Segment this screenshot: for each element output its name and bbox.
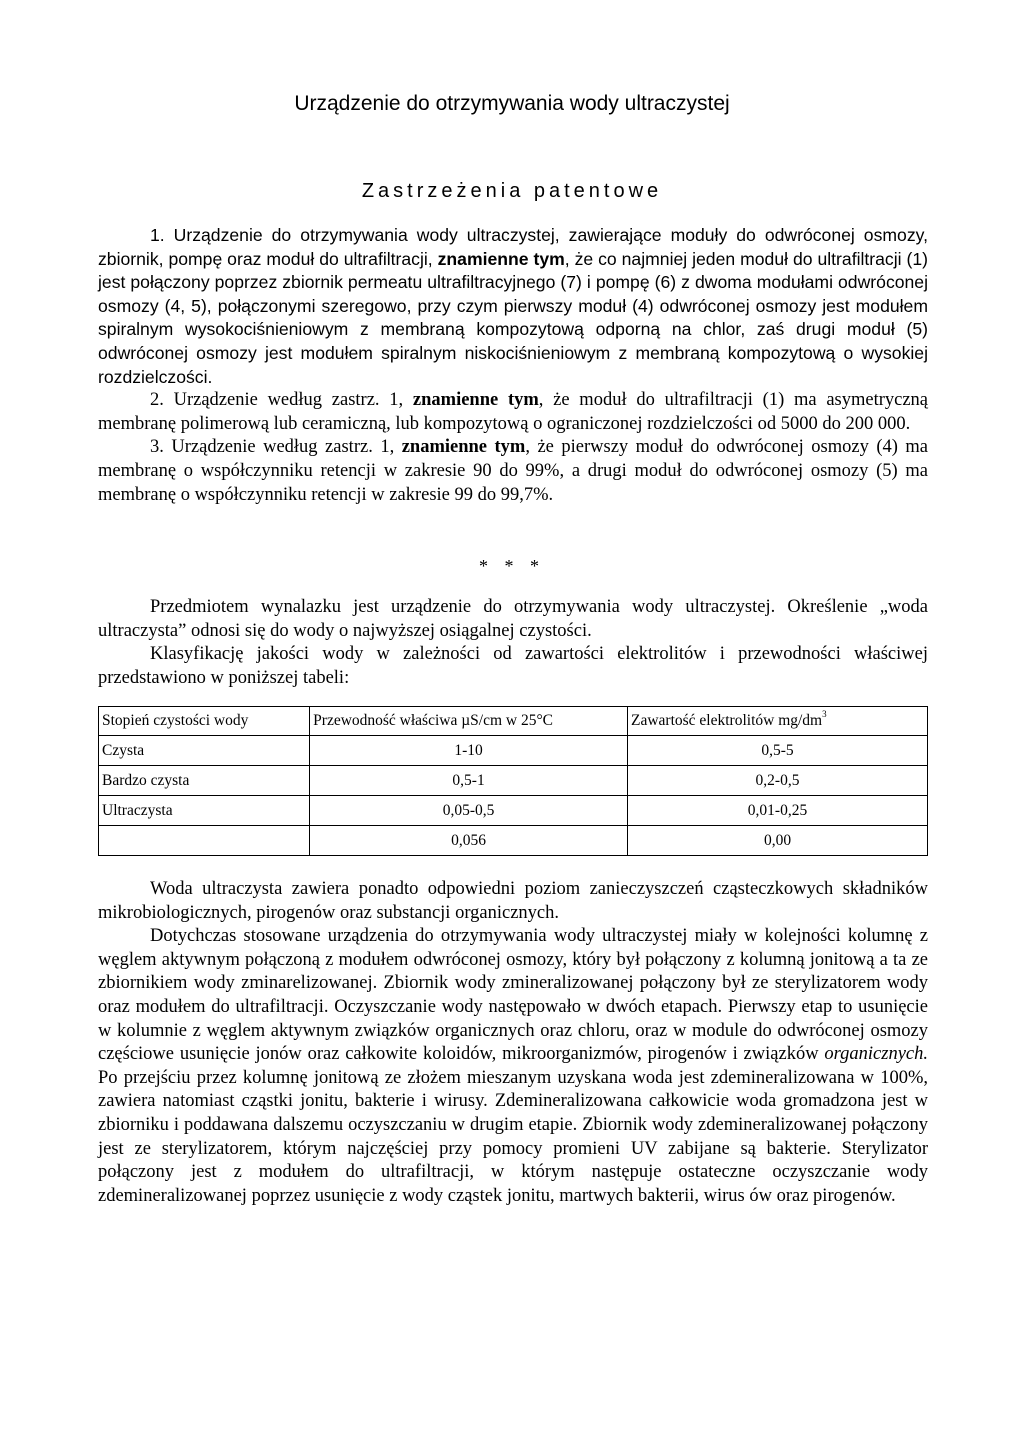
- table-header-cell: [628, 707, 928, 736]
- patent-claims: [98, 224, 928, 507]
- claim-2: [98, 389, 928, 436]
- claim-3: [98, 436, 928, 507]
- table-cell: 0,05-0,5: [310, 796, 628, 826]
- claim-1-text-b: , że co najmniej jeden moduł do ultrafiltracji (1) jest połączony poprzez zbiornik permeatu ultrafiltracyjnego (7) i pompę (6) z dwoma modułami odwróconej osmozy (4, 5), połączonymi szeregowo, przy czym pierwszy moduł (4) odwróconej osmozy jest modułem spiralnym wysokociśnieniowym z membraną kompozytową odporną na chlor, zaś drugi moduł (5) odwróconej osmozy jest modułem spiralnym niskociśnieniowym z membraną kompozytową o wysokiej rozdzielczości.: [98, 248, 928, 387]
- table-header-cell: Przewodność właściwa µS/cm w 25°C: [310, 707, 628, 736]
- body-paragraph-2-text-b: Po przejściu przez kolumnę jonitową ze złożem mieszanym uzyskana woda jest zdemineralizowana w 100%, zawiera natomiast cząstki jonitu, bakterie i wirusy. Zdemineralizowana całkowicie woda gromadzona jest w zbiorniku i poddawana dalszemu oczyszczaniu w drugim etapie. Zbiornik wody zdemineralizowanej połączony jest ze sterylizatorem, którym najczęściej przy pomocy promieni UV zabijane są bakterie. Sterylizator połączony jest z modułem do ultrafiltracji, w którym następuje ostateczne oczyszczanie wody zdemineralizowanej poprzez usunięcie z wody cząstek jonitu, martwych bakterii, wirus ów oraz pirogenów.: [98, 1067, 928, 1206]
- table-cell: 0,00: [628, 826, 928, 856]
- table-cell: 0,5-1: [310, 766, 628, 796]
- table-header-row: [99, 707, 928, 736]
- table-cell: Ultraczysta: [99, 796, 310, 826]
- claim-3-keyword: znamienne tym: [401, 437, 526, 458]
- claim-3-text-a: 3. Urządzenie według zastrz. 1,: [150, 437, 402, 458]
- table-cell: Bardzo czysta: [99, 766, 310, 796]
- table-cell: 0,01-0,25: [628, 796, 928, 826]
- body-paragraph-2: [98, 925, 928, 1208]
- description-intro: [98, 596, 928, 690]
- superscript-3: 3: [822, 709, 827, 719]
- table-row: [99, 796, 928, 826]
- intro-paragraph-2: Klasyfikację jakości wody w zależności od zawartości elektrolitów i przewodności właściwej przedstawiono w poniższej tabeli:: [98, 644, 928, 688]
- section-separator: * * *: [479, 556, 545, 576]
- body-paragraph-2-text-a: Dotychczas stosowane urządzenia do otrzymywania wody ultraczystej miały w kolejności kolumnę z węglem aktywnym połączoną z modułem odwróconej osmozy, który był połączony z kolumną jonitową a ta ze zbiornikiem wody zminarelizowanej. Zbiornik wody zmineralizowanej połączony był ze sterylizatorem wody oraz modułem do ultrafiltracji. Oczyszczanie wody następowało w dwóch etapach. Pierwszy etap to usunięcie w kolumnie z węglem aktywnym związków organicznych oraz chloru, oraz w module do odwróconej osmozy częściowe usunięcie jonów oraz całkowite koloidów, mikroorganizmów, pirogenów i związków: [98, 926, 928, 1065]
- table-row: [99, 766, 928, 796]
- table-cell: 0,2-0,5: [628, 766, 928, 796]
- table-cell: 0,056: [310, 826, 628, 856]
- body-paragraph-1: Woda ultraczysta zawiera ponadto odpowiedni poziom zanieczyszczeń cząsteczkowych składników mikrobiologicznych, pirogenów oraz substancji organicznych.: [98, 879, 928, 923]
- section-heading: Zastrzeżenia patentowe: [361, 180, 663, 202]
- claim-2-keyword: znamienne tym: [412, 390, 539, 411]
- table-cell: Czysta: [99, 736, 310, 766]
- claim-2-text-a: 2. Urządzenie według zastrz. 1,: [150, 390, 413, 411]
- table-header-cell: Stopień czystości wody: [99, 707, 310, 736]
- claim-1: [98, 224, 928, 389]
- body-paragraph-2-italic: organicznych.: [824, 1044, 928, 1065]
- claim-2-text-b: , że moduł do ultrafiltracji (1) ma asymetryczną membranę polimerową lub ceramiczną, lub kompozytową o ograniczonej rozdzielczości od 5000 do 200 000.: [98, 390, 929, 434]
- claim-3-text-b: , że pierwszy moduł do odwróconej osmozy (4) ma membranę o współczynniku retencji w zakresie 90 do 99%, a drugi moduł do odwróconej osmozy (5) ma membranę o współczynniku retencji w zakresie 99 do 99,7%.: [98, 437, 929, 505]
- table-cell: [99, 826, 310, 856]
- document-title: Urządzenie do otrzymywania wody ultraczystej: [294, 92, 730, 115]
- water-quality-table: [98, 706, 928, 856]
- claim-1-text-a: 1. Urządzenie do otrzymywania wody ultraczystej, zawierające moduły do odwróconej osmozy, zbiornik, pompę oraz moduł do ultrafiltracji,: [98, 225, 928, 269]
- claim-1-keyword: znamienne tym: [437, 248, 565, 269]
- table-row: [99, 826, 928, 856]
- table-row: [99, 736, 928, 766]
- header-electrolyte-label: Zawartość elektrolitów mg/dm: [631, 712, 823, 729]
- description-body: [98, 878, 928, 1208]
- table-cell: 0,5-5: [628, 736, 928, 766]
- table-cell: 1-10: [310, 736, 628, 766]
- intro-paragraph-1: Przedmiotem wynalazku jest urządzenie do otrzymywania wody ultraczystej. Określenie „woda ultraczysta” odnosi się do wody o najwyższej osiągalnej czystości.: [98, 597, 928, 641]
